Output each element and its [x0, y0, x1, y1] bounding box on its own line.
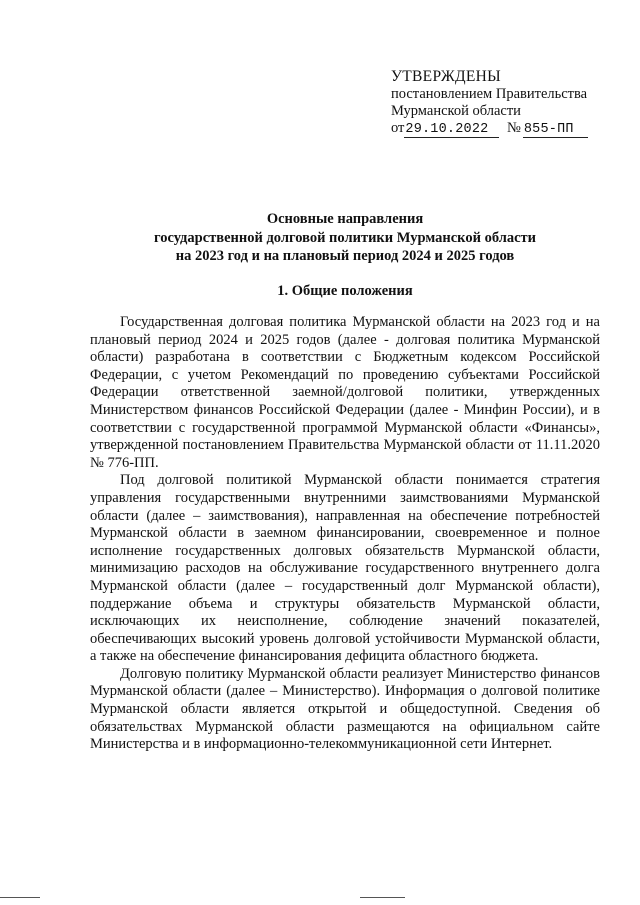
approval-line-2: Мурманской области: [391, 103, 521, 119]
footer-divider-center: [360, 897, 405, 898]
title-line-3: на 2023 год и на плановый период 2024 и 2025 годов: [175, 248, 515, 264]
approval-date: 29.10.2022: [404, 122, 499, 138]
title-line-1: Основные направления: [266, 211, 424, 227]
approval-number: 855-ПП: [523, 122, 588, 138]
approval-stamp: [391, 68, 621, 138]
section-heading: 1. Общие положения: [277, 283, 413, 299]
approval-line-1: постановлением Правительства: [391, 86, 588, 102]
approval-heading: УТВЕРЖДЕНЫ: [391, 68, 501, 85]
footer-divider-left: [0, 897, 40, 898]
document-title: [90, 210, 600, 266]
paragraph: Под долговой политикой Мурманской области понимается стратегия управления государственными внутренними заимствованиями Мурманской области (далее – заимствования), направленная на обеспечение потребностей Мурманской области в заемном финансировании, своевременное и полное исполнение государственных долговых обязательств Мурманской области, минимизацию расходов на обслуживание государственного внутреннего долга Мурманской области (далее – государственный долг Мурманской области), поддержание объема и структуры обязательств Мурманской области, исключающих их неисполнение, соблюдение значений показателей, обеспечивающих высокий уровень долговой устойчивости Мурманской области, а также на обеспечение финансирования дефицита областного бюджета.: [90, 472, 600, 665]
paragraph: Государственная долговая политика Мурманской области на 2023 год и на плановый период 2024 и 2025 годов (далее - долговая политика Мурманской области) разработана в соответствии с Бюджетным кодексом Российской Федерации, с учетом Рекомендаций по проведению субъектами Российской Федерации ответственной заемной/долговой политики, утвержденных Министерством финансов Российской Федерации (далее - Минфин России), и в соответствии с государственной программой Мурманской области «Финансы», утвержденной постановлением Правительства Мурманской области от 11.11.2020 № 776-ПП.: [90, 314, 600, 471]
title-line-2: государственной долговой политики Мурманской области: [153, 229, 537, 246]
approval-date-row: [391, 120, 621, 138]
paragraph: Долговую политику Мурманской области реализует Министерство финансов Мурманской области (далее – Министерство). Информация о долговой политике Мурманской области является открытой и общедоступной. Сведения об обязательствах Мурманской области размещаются на официальном сайте Министерства и в информационно-телекоммуникационной сети Интернет.: [90, 665, 600, 753]
document-body: [90, 314, 600, 754]
date-prefix: от: [391, 120, 405, 136]
number-sign: №: [507, 120, 521, 136]
